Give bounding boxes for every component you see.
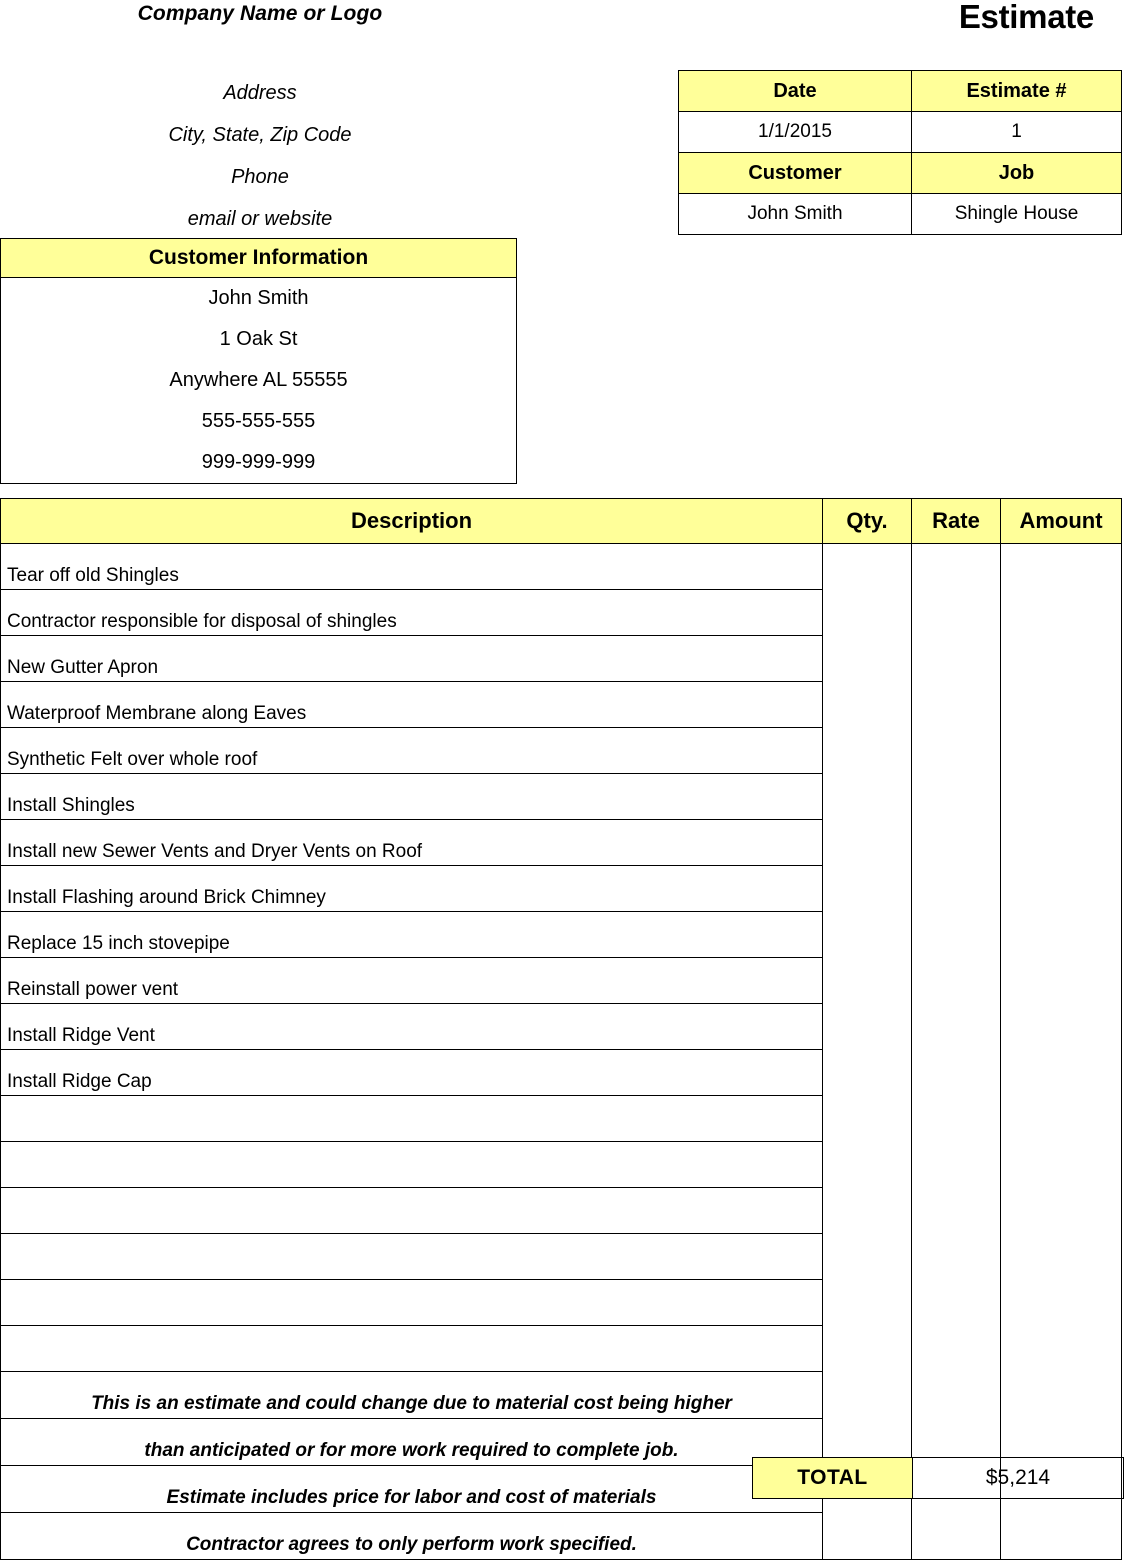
cell-description[interactable] — [1, 1326, 823, 1372]
cell-amount[interactable] — [1001, 682, 1122, 728]
cell-description[interactable]: Install new Sewer Vents and Dryer Vents on Roof — [1, 820, 823, 866]
table-row — [1, 866, 1122, 912]
column-header-description: Description — [1, 499, 823, 544]
cell-amount[interactable] — [1001, 590, 1122, 636]
cell-amount[interactable] — [1001, 1096, 1122, 1142]
date-value[interactable]: 1/1/2015 — [679, 112, 912, 153]
table-row — [1, 1142, 1122, 1188]
cell-amount[interactable] — [1001, 958, 1122, 1004]
cell-description[interactable]: Install Shingles — [1, 774, 823, 820]
customer-info-row — [1, 360, 517, 401]
cell-description[interactable] — [1, 1188, 823, 1234]
address-line-email-website: email or website — [187, 208, 333, 230]
cell-rate[interactable] — [912, 1280, 1001, 1326]
cell-qty[interactable] — [823, 866, 912, 912]
estimate-meta-table — [678, 70, 1122, 235]
customer-phone-secondary[interactable]: 999-999-999 — [1, 442, 517, 484]
customer-name[interactable]: John Smith — [1, 278, 517, 320]
meta-header-row-1 — [679, 71, 1122, 112]
cell-qty[interactable] — [823, 728, 912, 774]
cell-qty[interactable] — [823, 636, 912, 682]
cell-amount[interactable] — [1001, 1234, 1122, 1280]
job-value[interactable]: Shingle House — [912, 194, 1122, 235]
customer-phone-primary[interactable]: 555-555-555 — [1, 401, 517, 442]
table-row — [1, 820, 1122, 866]
company-name-or-logo: Company Name or Logo — [137, 2, 383, 25]
address-line-phone: Phone — [231, 166, 289, 188]
line-items-body — [1, 544, 1122, 1560]
job-header: Job — [912, 153, 1122, 194]
cell-rate[interactable] — [912, 1188, 1001, 1234]
cell-amount[interactable] — [1001, 636, 1122, 682]
cell-rate[interactable] — [912, 1326, 1001, 1372]
cell-rate[interactable] — [912, 636, 1001, 682]
cell-rate[interactable] — [912, 912, 1001, 958]
cell-qty[interactable] — [823, 1050, 912, 1096]
total-value: $5,214 — [913, 1458, 1124, 1499]
cell-description[interactable]: Install Ridge Vent — [1, 1004, 823, 1050]
cell-qty[interactable] — [823, 1326, 912, 1372]
cell-rate[interactable] — [912, 866, 1001, 912]
customer-info-row — [1, 278, 517, 320]
table-row — [1, 912, 1122, 958]
cell-description[interactable]: Waterproof Membrane along Eaves — [1, 682, 823, 728]
document-header — [0, 0, 1124, 46]
estimate-note: Estimate includes price for labor and cost of materials — [1, 1466, 823, 1513]
table-row — [1, 544, 1122, 590]
customer-street[interactable]: 1 Oak St — [1, 319, 517, 360]
cell-qty[interactable] — [823, 1372, 912, 1419]
note-row — [1, 1372, 1122, 1419]
cell-description[interactable] — [1, 1142, 823, 1188]
table-row — [1, 682, 1122, 728]
customer-info-row — [1, 401, 517, 442]
cell-rate[interactable] — [912, 728, 1001, 774]
cell-description[interactable]: Install Ridge Cap — [1, 1050, 823, 1096]
table-row — [1, 1188, 1122, 1234]
cell-qty[interactable] — [823, 590, 912, 636]
column-header-qty: Qty. — [823, 499, 912, 544]
table-row — [1, 1326, 1122, 1372]
table-row — [1, 774, 1122, 820]
cell-qty[interactable] — [823, 682, 912, 728]
estimate-note: than anticipated or for more work required to complete job. — [1, 1419, 823, 1466]
cell-amount[interactable] — [1001, 728, 1122, 774]
customer-info-row — [1, 442, 517, 484]
page-title: Estimate — [958, 0, 1094, 35]
cell-description[interactable]: Contractor responsible for disposal of shingles — [1, 590, 823, 636]
estimate-note: This is an estimate and could change due to material cost being higher — [1, 1372, 823, 1419]
customer-information-header-row — [1, 239, 517, 278]
meta-value-row-1 — [679, 112, 1122, 153]
table-row — [1, 728, 1122, 774]
table-row — [1, 1004, 1122, 1050]
cell-qty[interactable] — [823, 1280, 912, 1326]
cell-rate[interactable] — [912, 682, 1001, 728]
line-items-table — [0, 498, 1122, 1560]
table-row — [1, 1280, 1122, 1326]
estimate-number-header: Estimate # — [912, 71, 1122, 112]
cell-amount[interactable] — [1001, 1188, 1122, 1234]
cell-amount[interactable] — [1001, 912, 1122, 958]
total-row — [752, 1457, 1124, 1499]
cell-qty[interactable] — [823, 544, 912, 590]
cell-amount[interactable] — [1001, 866, 1122, 912]
customer-information-box — [0, 238, 517, 484]
cell-qty[interactable] — [823, 820, 912, 866]
cell-rate[interactable] — [912, 590, 1001, 636]
note-row — [1, 1513, 1122, 1560]
cell-amount[interactable] — [1001, 1280, 1122, 1326]
estimate-note: Contractor agrees to only perform work specified. — [1, 1513, 823, 1560]
date-header: Date — [679, 71, 912, 112]
cell-rate[interactable] — [912, 774, 1001, 820]
cell-qty[interactable] — [823, 1234, 912, 1280]
customer-information-title: Customer Information — [1, 239, 517, 278]
cell-description[interactable] — [1, 1280, 823, 1326]
table-row — [1, 958, 1122, 1004]
cell-amount[interactable] — [1001, 1513, 1122, 1560]
cell-description[interactable] — [1, 1234, 823, 1280]
table-row — [1, 636, 1122, 682]
company-address-block — [0, 72, 520, 240]
cell-rate[interactable] — [912, 1372, 1001, 1419]
customer-header: Customer — [679, 153, 912, 194]
cell-qty[interactable] — [823, 912, 912, 958]
cell-description[interactable]: Synthetic Felt over whole roof — [1, 728, 823, 774]
cell-qty[interactable] — [823, 1142, 912, 1188]
cell-description[interactable]: Replace 15 inch stovepipe — [1, 912, 823, 958]
cell-amount[interactable] — [1001, 1050, 1122, 1096]
column-header-amount: Amount — [1001, 499, 1122, 544]
cell-description[interactable]: Reinstall power vent — [1, 958, 823, 1004]
cell-qty[interactable] — [823, 1513, 912, 1560]
table-row — [1, 590, 1122, 636]
cell-rate[interactable] — [912, 1513, 1001, 1560]
cell-rate[interactable] — [912, 1142, 1001, 1188]
address-line-street: Address — [223, 82, 297, 104]
cell-description[interactable]: Tear off old Shingles — [1, 544, 823, 590]
column-header-rate: Rate — [912, 499, 1001, 544]
meta-value-row-2 — [679, 194, 1122, 235]
cell-rate[interactable] — [912, 820, 1001, 866]
cell-amount[interactable] — [1001, 544, 1122, 590]
cell-rate[interactable] — [912, 544, 1001, 590]
customer-value[interactable]: John Smith — [679, 194, 912, 235]
cell-amount[interactable] — [1001, 1142, 1122, 1188]
cell-amount[interactable] — [1001, 1004, 1122, 1050]
cell-amount[interactable] — [1001, 1326, 1122, 1372]
cell-qty[interactable] — [823, 1188, 912, 1234]
cell-rate[interactable] — [912, 1050, 1001, 1096]
cell-description[interactable]: Install Flashing around Brick Chimney — [1, 866, 823, 912]
total-label: TOTAL — [753, 1458, 913, 1499]
customer-city-state-zip[interactable]: Anywhere AL 55555 — [1, 360, 517, 401]
meta-header-row-2 — [679, 153, 1122, 194]
customer-info-row — [1, 319, 517, 360]
cell-rate[interactable] — [912, 1234, 1001, 1280]
cell-rate[interactable] — [912, 1096, 1001, 1142]
cell-description[interactable]: New Gutter Apron — [1, 636, 823, 682]
cell-qty[interactable] — [823, 1096, 912, 1142]
cell-rate[interactable] — [912, 958, 1001, 1004]
cell-amount[interactable] — [1001, 774, 1122, 820]
address-line-city-state-zip: City, State, Zip Code — [168, 124, 352, 146]
table-row — [1, 1234, 1122, 1280]
estimate-number-value[interactable]: 1 — [912, 112, 1122, 153]
cell-qty[interactable] — [823, 1004, 912, 1050]
line-items-header-row — [1, 499, 1122, 544]
table-row — [1, 1050, 1122, 1096]
cell-rate[interactable] — [912, 1004, 1001, 1050]
cell-qty[interactable] — [823, 774, 912, 820]
table-row — [1, 1096, 1122, 1142]
cell-amount[interactable] — [1001, 1372, 1122, 1419]
total-row-inner — [753, 1458, 1124, 1499]
cell-amount[interactable] — [1001, 820, 1122, 866]
cell-description[interactable] — [1, 1096, 823, 1142]
cell-qty[interactable] — [823, 958, 912, 1004]
